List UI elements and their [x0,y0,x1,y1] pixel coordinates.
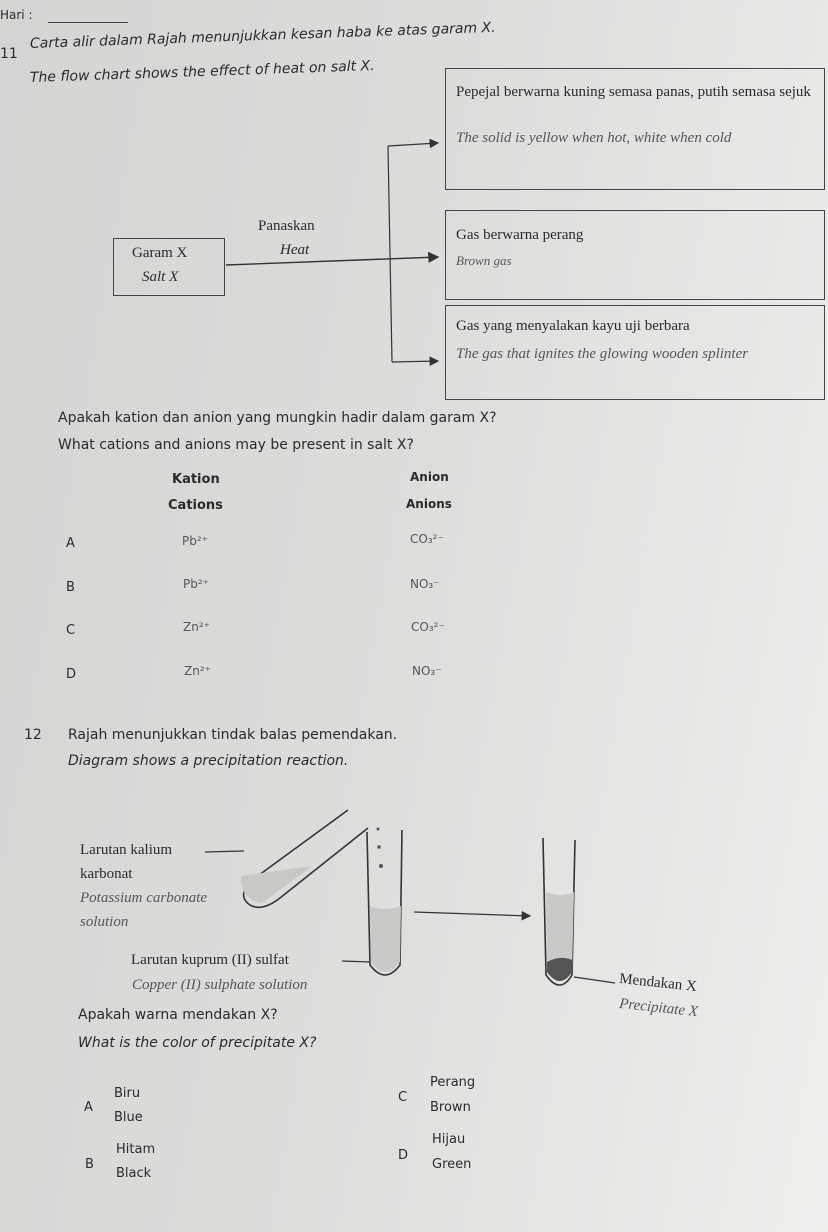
option-ms: Perang [430,1075,476,1090]
reaction-arrow [414,912,530,916]
k2co3-label-en-1: Potassium carbonate [80,890,208,906]
q12-stem-ms: Rajah menunjukkan tindak balas pemendakan. [68,727,398,743]
result-box-solid [445,68,825,190]
precipitate-pointer [574,977,615,983]
k2co3-label-en-2: solution [80,914,129,930]
result-solid-ms: Pepejal berwarna kuning semasa panas, putih semasa sejuk [456,84,811,100]
heat-label-en: Heat [280,242,310,258]
option-ms: Hitam [116,1142,156,1157]
salt-x-ms: Garam X [132,245,188,261]
option-letter: D [66,667,77,682]
anion-value: NO₃⁻ [410,577,440,591]
branch-line [388,146,392,362]
cation-header-en: Cations [168,498,223,513]
cation-value: Zn²⁺ [184,664,211,678]
result-gas-en: Brown gas [456,253,512,268]
q11-stem-en: The flow chart shows the effect of heat on salt X. [29,57,375,86]
q12-stem-en: Diagram shows a precipitation reaction. [68,753,349,769]
precipitate-label-en: Precipitate X [618,995,699,1021]
cuso4-label-ms: Larutan kuprum (II) sulfat [131,952,289,968]
option-letter: D [398,1148,409,1163]
q11-question-en: What cations and anions may be present in salt X? [58,437,414,453]
cation-header-ms: Kation [172,472,220,487]
option-en: Brown [430,1100,471,1115]
arrow-to-gas [392,361,438,362]
option-letter: C [66,623,76,638]
option-letter: B [66,580,75,595]
result-box-brown-gas [445,210,825,300]
anion-value: NO₃⁻ [412,664,442,678]
result-oxygen-ms: Gas yang menyalakan kayu uji berbara [456,318,690,334]
k2co3-pointer [205,851,244,852]
option-en: Green [432,1157,472,1172]
option-ms: Biru [114,1086,141,1101]
result-box-oxygen [445,305,825,400]
anion-header-ms: Anion [410,470,449,484]
drops-icon [377,828,384,869]
q11-stem-ms: Carta alir dalam Rajah menunjukkan kesan haba ke atas garam X. [29,19,496,52]
q11-number: 11 [0,46,18,62]
result-solid-en: The solid is yellow when hot, white when cold [456,130,732,146]
q12-question-en: What is the color of precipitate X? [78,1035,317,1051]
q11-question-ms: Apakah kation dan anion yang mungkin hadir dalam garam X? [58,410,497,426]
cation-value: Zn²⁺ [183,620,210,634]
cuso4-label-en: Copper (II) sulphate solution [132,977,308,993]
cation-value: Pb²⁺ [182,534,208,548]
option-ms: Hijau [432,1132,466,1147]
k2co3-label-ms-2: karbonat [80,866,133,882]
anion-header-en: Anions [406,497,452,511]
option-en: Blue [114,1110,143,1125]
option-letter: A [84,1100,93,1115]
q12-number: 12 [24,727,42,743]
precipitate-label-ms: Mendakan X [618,970,698,996]
option-letter: A [66,536,75,551]
precipitate-tube [543,838,575,985]
anion-value: CO₃²⁻ [410,532,444,546]
day-label: Hari : [0,8,33,22]
option-en: Black [116,1166,152,1181]
q12-question-ms: Apakah warna mendakan X? [78,1007,278,1023]
heat-arrow [226,257,438,265]
result-gas-ms: Gas berwarna perang [456,227,584,243]
cuso4-pointer [342,961,370,962]
result-oxygen-en: The gas that ignites the glowing wooden splinter [456,346,749,362]
anion-value: CO₃²⁻ [411,620,445,634]
salt-x-en: Salt X [142,269,179,285]
copper-sulphate-tube [367,830,402,975]
precipitate-x [547,958,572,981]
option-letter: C [398,1090,408,1105]
potassium-carbonate-tube [241,810,368,907]
k2co3-label-ms-1: Larutan kalium [80,842,173,858]
option-letter: B [85,1157,94,1172]
heat-label-ms: Panaskan [258,218,315,234]
cation-value: Pb²⁺ [183,577,209,591]
salt-x-box [113,238,225,296]
arrow-to-solid [388,143,438,146]
